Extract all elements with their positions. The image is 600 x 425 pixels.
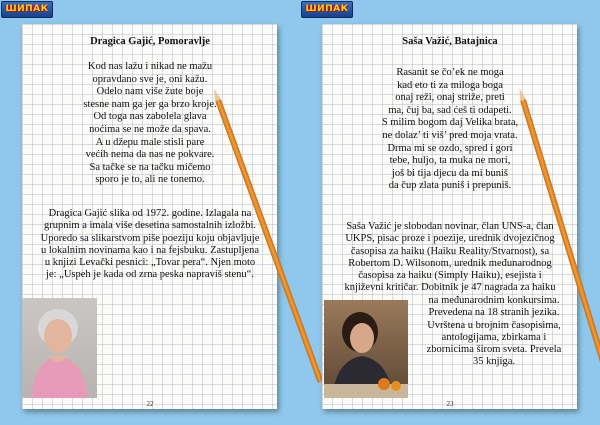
page-right bbox=[300, 0, 600, 425]
bio-line: časopisa za haiku (Haiku Reality/Stvarnost), sa bbox=[350, 245, 550, 257]
page-number: 22 bbox=[146, 400, 154, 408]
bio-line: u knjizi Levački pesnici: „Tovar pera“. Njen moto bbox=[44, 257, 256, 269]
poem-line: tebe, huljo, ta muka ne mori, bbox=[389, 155, 511, 167]
bio-line: Dragica Gajić slika od 1972. godine. Izlagala na bbox=[48, 208, 252, 219]
magazine-logo: ШИПАК bbox=[301, 1, 353, 18]
bio-line: grupnim a imala više desetina samostalnih izložbi. bbox=[44, 220, 256, 232]
poem-line: opravdano sve je, oni kažu. bbox=[92, 73, 208, 85]
poem-line: ne dolaz’ ti viš’ pred moja vrata. bbox=[382, 129, 518, 141]
bio-line: književni kritičar. Dobitnik je 47 nagrada za haiku bbox=[344, 282, 556, 294]
poem-line: Rasanit se čo’ek ne moga bbox=[396, 67, 504, 78]
poem-line: onaj reži, onaj striže, preti bbox=[395, 92, 505, 104]
author-title: Dragica Gajić, Pomoravlje bbox=[90, 36, 210, 47]
poem-line: Drma mi se ozdo, spred i gori bbox=[387, 142, 513, 154]
bio-line: Robertom D. Wilsonom, urednik međunarodnog bbox=[348, 257, 552, 269]
author-photo bbox=[22, 298, 97, 398]
magazine-logo: ШИПАК bbox=[1, 1, 53, 18]
bio-line: Saša Važić je slobodan novinar, član UNS-a, član bbox=[346, 221, 554, 232]
poem-line: A u džepu male stisli pare bbox=[95, 136, 205, 148]
poem-line: da čup zlata puniš i prepuniš. bbox=[388, 180, 512, 192]
bio-line: u lokalnim novinama kao i na fejsbuku. Zastupljena bbox=[40, 244, 260, 256]
author-title: Saša Važić, Batajnica bbox=[402, 36, 498, 47]
poem-line: ma, čuj ba, sad ćeš ti odapeti. bbox=[388, 104, 512, 116]
poem-line: noćima se ne može da spava. bbox=[89, 123, 211, 135]
bio-line: je: „Uspeh je kada od zrna peska napraviš stenu“. bbox=[46, 269, 254, 281]
poem-line: još bi tija djecu da mi buniš bbox=[391, 167, 509, 179]
bio-line: Prevedena na 18 stranih jezika. bbox=[428, 307, 560, 319]
poem-line: sporo je to, ali ne tonemo. bbox=[95, 174, 205, 186]
bio-line: zbornicima širom sveta. Prevela bbox=[426, 344, 562, 356]
bio-line: Uvrštena u brojnim časopisima, bbox=[427, 319, 561, 331]
bio-line: antologijama, zbirkama i bbox=[441, 331, 547, 343]
author-bio bbox=[22, 208, 278, 282]
bio-line: 35 knjiga. bbox=[473, 356, 515, 368]
author-photo bbox=[324, 300, 408, 398]
poem-line: Odelo nam više žute boje bbox=[96, 86, 204, 98]
bio-line: Uporedo sa slikarstvom piše poeziju koju objavljuje bbox=[40, 232, 260, 244]
bio-line: UKPS, pisac proze i poezije, urednik dvojezičnog bbox=[345, 233, 555, 245]
page-number: 23 bbox=[446, 400, 454, 408]
author-bio-continued bbox=[410, 295, 578, 369]
author-bio bbox=[322, 221, 578, 295]
poem-line: Sa tačke se na tačku mičemo bbox=[89, 161, 211, 173]
poem-line: stesne nam ga jer ga brzo kroje. bbox=[83, 98, 217, 110]
poem-line: Od toga nas zabolela glava bbox=[93, 111, 207, 123]
poem-line: S milim bogom daj Velika brata, bbox=[381, 117, 519, 129]
poem-line: Kod nas lažu i nikad ne mažu bbox=[87, 61, 213, 72]
bio-line: časopisa za haiku (Simply Haiku), esejista i bbox=[358, 270, 542, 282]
poem-line: većih nema da nas ne pokvare. bbox=[85, 149, 215, 161]
poem bbox=[0, 61, 300, 187]
bio-line: na međunarodnim konkursima. bbox=[428, 295, 560, 306]
poem-line: kad eto ti za miloga boga bbox=[397, 79, 503, 91]
poem bbox=[300, 67, 600, 193]
